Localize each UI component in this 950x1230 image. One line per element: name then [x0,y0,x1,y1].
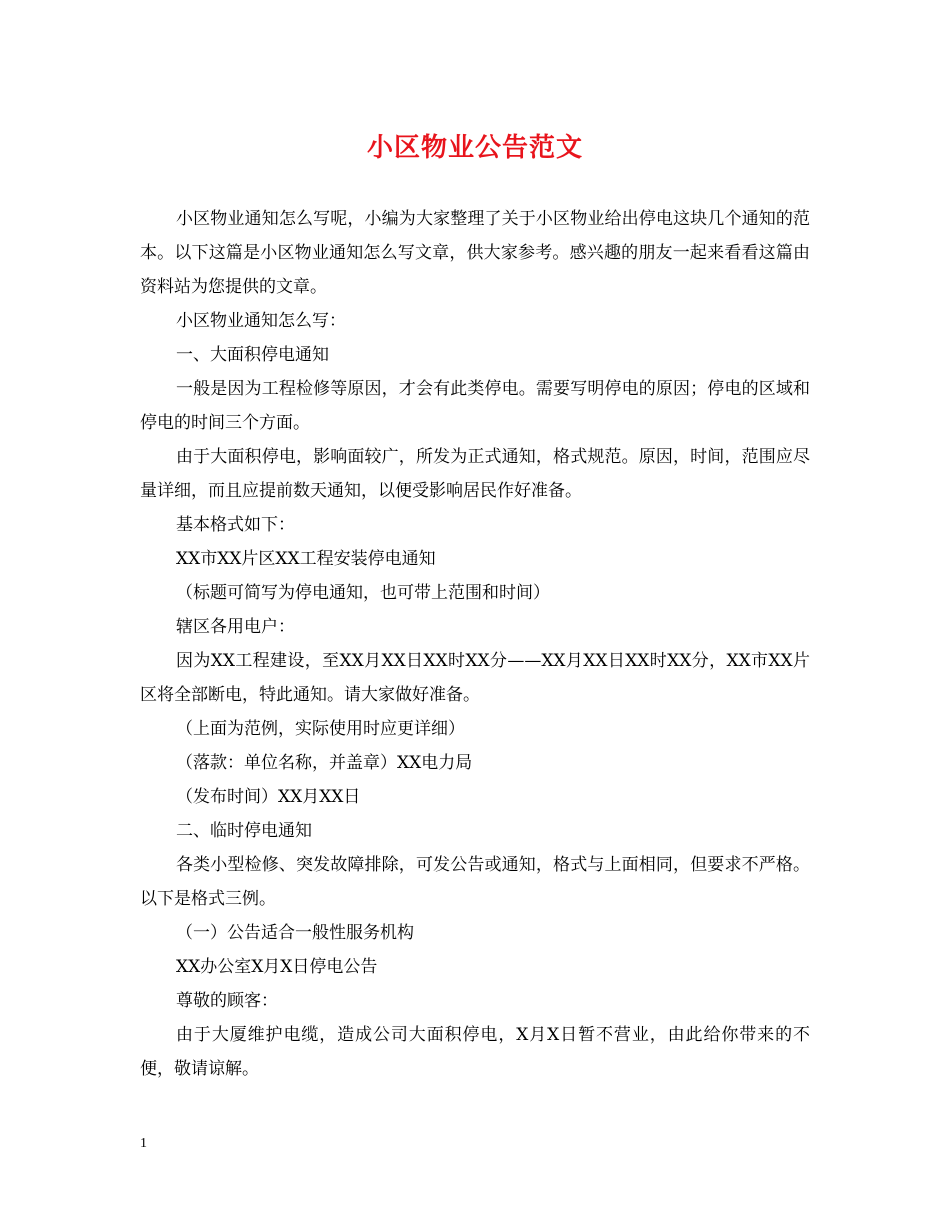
body-paragraph: （发布时间）XX月XX日 [176,787,361,807]
body-paragraph: 各类小型检修、突发故障排除，可发公告或通知，格式与上面相同，但要求不严格。以下是格式三例。 [140,855,810,909]
body-paragraph: 辖区各用电户： [176,617,295,637]
section-heading: 一、大面积停电通知 [176,345,329,365]
body-paragraph: 基本格式如下： [176,515,295,535]
body-paragraph: 小区物业通知怎么写： [176,311,346,331]
page-number: 1 [140,1136,147,1151]
body-paragraph: （标题可简写为停电通知，也可带上范围和时间） [176,583,550,603]
body-paragraph: XX办公室X月X日停电公告 [176,957,378,977]
section-heading: 二、临时停电通知 [176,821,312,841]
body-paragraph: 由于大面积停电，影响面较广，所发为正式通知，格式规范。原因，时间，范围应尽量详细，而且应提前数天通知，以便受影响居民作好准备。 [140,447,810,501]
body-paragraph: （落款：单位名称，并盖章）XX电力局 [176,753,473,773]
body-paragraph: 尊敬的顾客： [176,991,278,1011]
document-title: 小区物业公告范文 [366,133,583,163]
body-paragraph: 因为XX工程建设，至XX月XX日XX时XX分——XX月XX日XX时XX分，XX市XX片区将全部断电，特此通知。请大家做好准备。 [140,651,810,705]
body-paragraph: 由于大厦维护电缆，造成公司大面积停电，X月X日暂不营业，由此给你带来的不便，敬请谅解。 [140,1025,810,1079]
body-paragraph: XX市XX片区XX工程安装停电通知 [176,549,436,569]
document-body [140,202,810,1086]
body-paragraph: （上面为范例，实际使用时应更详细） [176,719,465,739]
body-paragraph: （一）公告适合一般性服务机构 [176,923,414,943]
body-paragraph: 一般是因为工程检修等原因，才会有此类停电。需要写明停电的原因；停电的区域和停电的时间三个方面。 [140,379,810,433]
body-paragraph: 小区物业通知怎么写呢，小编为大家整理了关于小区物业给出停电这块几个通知的范本。以下这篇是小区物业通知怎么写文章，供大家参考。感兴趣的朋友一起来看看这篇由资料站为您提供的文章。 [140,209,810,297]
